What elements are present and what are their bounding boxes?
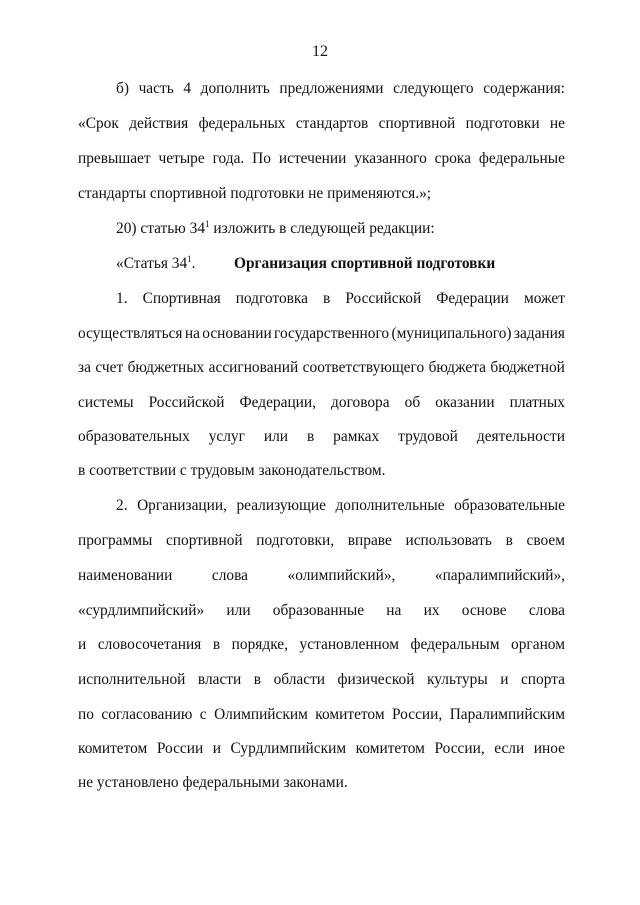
word: подготовки — [465, 115, 540, 132]
text-line-10 — [78, 428, 565, 446]
word: превышает — [78, 150, 151, 167]
word: или — [263, 428, 289, 445]
word: соответствующего — [302, 359, 425, 376]
word: основе — [461, 602, 507, 619]
text-line-7 — [78, 325, 565, 343]
text-line-3 — [78, 150, 565, 168]
word: согласованию — [101, 706, 193, 723]
word: Паралимпийским — [449, 706, 565, 723]
word: федеральные — [478, 150, 565, 167]
word: и — [500, 671, 509, 688]
word: б) — [116, 80, 129, 97]
word: дополнить — [200, 80, 270, 97]
word: порядке, — [231, 636, 288, 653]
word: платных — [509, 394, 565, 411]
word: образованные — [272, 602, 365, 619]
word: бюджета — [428, 359, 486, 376]
word: спортивной — [165, 532, 243, 549]
word: договора — [331, 394, 390, 411]
word: спорта — [520, 671, 565, 688]
word: 1. — [116, 290, 128, 307]
text-line-18 — [78, 706, 565, 724]
word: федеральных — [198, 115, 286, 132]
word: и — [212, 740, 221, 757]
word: федеральным — [410, 636, 500, 653]
word: органом — [511, 636, 565, 653]
text-line-12 — [116, 497, 565, 515]
word: задания — [513, 325, 565, 342]
article-label — [116, 255, 234, 273]
word: исполнительной — [78, 671, 186, 688]
word: с — [199, 706, 207, 723]
word: часть — [138, 80, 174, 97]
article-label-text: «Статья 34 — [116, 255, 188, 272]
word: словосочетания — [97, 636, 202, 653]
text-line-17 — [78, 671, 565, 689]
word: об — [404, 394, 421, 411]
word: использовать — [405, 532, 492, 549]
word: стандартов — [295, 115, 369, 132]
word: указанного — [354, 150, 427, 167]
word: содержания: — [483, 80, 565, 97]
word: «Срок — [78, 115, 119, 132]
text-line-4 — [78, 185, 431, 203]
line-text-before: 20) статью 34 — [116, 220, 206, 237]
word: физической — [337, 671, 415, 688]
word: Организации, — [137, 497, 227, 514]
word: России, — [434, 740, 485, 757]
word: Олимпийским — [214, 706, 308, 723]
word: подготовки, — [256, 532, 335, 549]
line-text: стандарты спортивной подготовки не применяются.»; — [78, 185, 432, 202]
word: рамках — [333, 428, 380, 445]
word: Спортивная — [142, 290, 221, 307]
word: если — [494, 740, 525, 757]
word: своем — [526, 532, 565, 549]
word: По — [252, 150, 271, 167]
word: (муниципального) — [391, 325, 512, 342]
article-title: Организация спортивной подготовки — [234, 255, 496, 272]
article-label-dot: . — [191, 255, 196, 272]
word: спортивной — [378, 115, 456, 132]
word: в — [212, 636, 221, 653]
word: системы — [78, 394, 134, 411]
word: дополнительные — [335, 497, 445, 514]
word: установленном — [299, 636, 399, 653]
word: ассигнований — [208, 359, 299, 376]
word: России, — [392, 706, 443, 723]
word: в — [505, 532, 513, 549]
word: или — [226, 602, 251, 619]
word: комитетом — [355, 740, 425, 757]
word: на — [386, 602, 402, 619]
word: предложениями — [279, 80, 384, 97]
word: слова — [211, 567, 249, 584]
word: образовательные — [454, 497, 565, 514]
word: вправе — [347, 532, 392, 549]
word: России — [156, 740, 204, 757]
word: власти — [197, 671, 242, 688]
line-text: не установлено федеральными законами. — [78, 774, 348, 791]
text-line-5 — [116, 220, 435, 238]
text-line-6 — [116, 290, 565, 308]
word: «олимпийский», — [287, 567, 396, 584]
word: области — [273, 671, 326, 688]
word: бюджетных — [127, 359, 205, 376]
word: услуг — [208, 428, 245, 445]
word: 4 — [183, 80, 192, 97]
word: и — [78, 636, 87, 653]
text-line-1 — [116, 80, 565, 98]
word: Сурдлимпийским — [230, 740, 347, 757]
word: по — [78, 706, 94, 723]
word: в — [323, 290, 331, 307]
text-line-2 — [78, 115, 565, 133]
word: года. — [212, 150, 245, 167]
superscript: 1 — [205, 219, 210, 229]
word: наименовании — [78, 567, 173, 584]
text-line-9 — [78, 394, 565, 412]
word: Федерации — [436, 290, 509, 307]
word: «паралимпийский», — [434, 567, 565, 584]
word: бюджетной — [490, 359, 565, 376]
page-number: 12 — [312, 43, 328, 60]
word: культуры — [427, 671, 488, 688]
word: Российской — [148, 394, 225, 411]
word: за — [78, 359, 91, 376]
word: счет — [95, 359, 124, 376]
word: программы — [78, 532, 153, 549]
text-line-13 — [78, 532, 565, 550]
line-text-after: изложить в следующей редакции: — [209, 220, 435, 237]
word: комитетом — [315, 706, 385, 723]
text-line-15 — [78, 602, 565, 620]
text-line-14 — [78, 567, 565, 585]
word: комитетом — [78, 740, 148, 757]
word: образовательных — [78, 428, 190, 445]
word: осуществляться — [78, 325, 183, 342]
word: истечении — [278, 150, 347, 167]
word: четыре — [158, 150, 205, 167]
word: «сурдлимпийский» — [78, 602, 205, 619]
word: подготовка — [235, 290, 308, 307]
word: реализующие — [236, 497, 326, 514]
article-heading — [116, 255, 495, 273]
word: не — [549, 115, 565, 132]
word: государственного — [274, 325, 390, 342]
word: Российской — [345, 290, 422, 307]
word: следующего — [393, 80, 474, 97]
word: действия — [129, 115, 189, 132]
word: деятельности — [476, 428, 565, 445]
word: в — [253, 671, 262, 688]
text-line-8 — [78, 359, 565, 377]
line-text: в соответствии с трудовым законодательством. — [78, 462, 386, 479]
text-line-11 — [78, 462, 385, 480]
text-line-16 — [78, 636, 565, 654]
word: может — [523, 290, 565, 307]
word: их — [423, 602, 440, 619]
text-line-19 — [78, 740, 565, 758]
article-label-sup: 1 — [187, 254, 192, 264]
word: оказании — [435, 394, 495, 411]
word: трудовой — [398, 428, 458, 445]
word: срока — [434, 150, 471, 167]
text-line-20 — [78, 774, 348, 792]
word: Федерации, — [239, 394, 317, 411]
word: в — [306, 428, 315, 445]
word: 2. — [116, 497, 128, 514]
word: основании — [202, 325, 272, 342]
word: иное — [533, 740, 565, 757]
word: на — [184, 325, 200, 342]
word: слова — [528, 602, 565, 619]
